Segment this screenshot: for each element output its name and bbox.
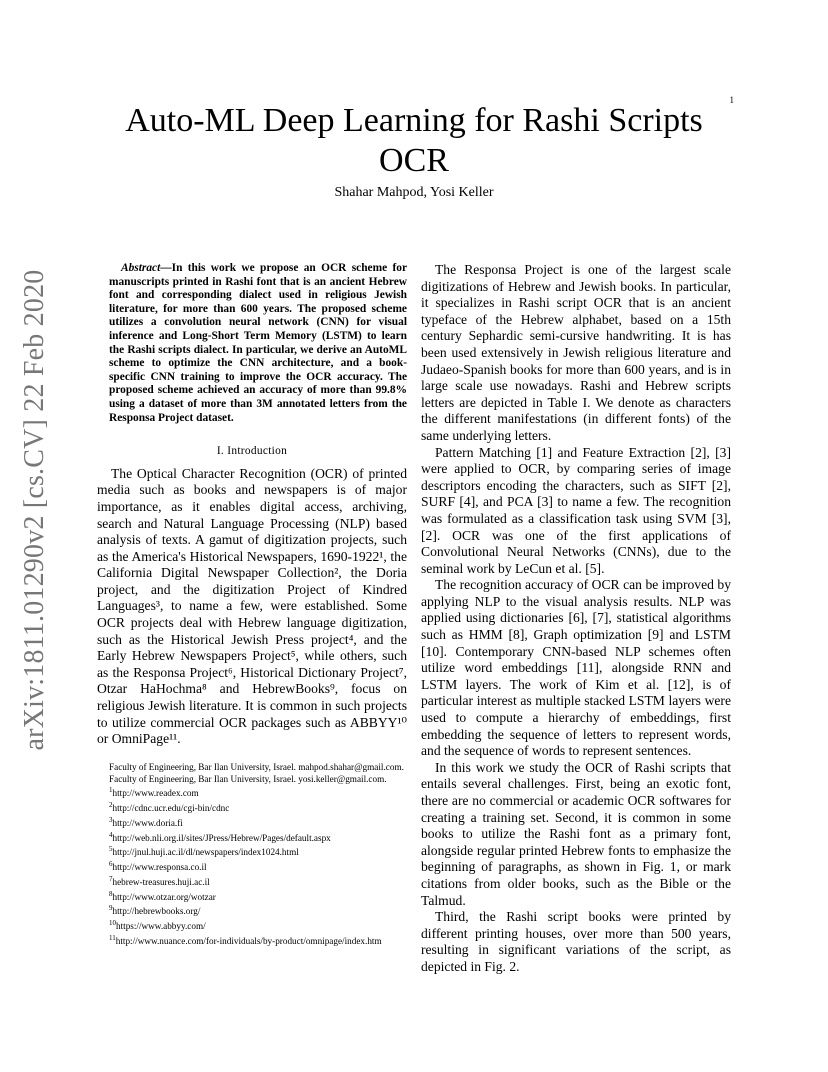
abstract-label: Abstract xyxy=(121,262,161,274)
footnote[interactable]: $^9$http://hebrewbooks.org/ xyxy=(109,904,201,917)
body-paragraph: In this work we study the OCR of Rashi scripts that entails several challenges. First, being an exotic font, there are no commercial or academic OCR softwares for creating a training set. Second, it is common in some books to utilize the Rashi font as a primary font, alongside regular printed Hebrew fonts to emphasize the beginning of paragraphs, as shown in Fig. 1, or mark citations from older books, such as the Bible or the Talmud. xyxy=(421,759,731,908)
body-paragraph: The recognition accuracy of OCR can be improved by applying NLP to the visual analysis results. NLP was applied using dictionaries [6], [7], statistical algorithms such as HMM [8], Graph optimization [9] and LSTM [10]. Contemporary CNN-based NLP schemes often utilize word embeddings [11], alongside RNN and LSTM layers. The work of Kim et al. [12], is of particular interest as multiple stacked LSTM layers were used to compute a hierarchy of embeddings, first embedding the sequence of letters to represent words, and the sequence of words to represent sentences. xyxy=(421,577,731,759)
arxiv-identifier: arXiv:1811.01290v2 [cs.CV] 22 Feb 2020 xyxy=(19,269,50,751)
title-line-1: Auto-ML Deep Learning for Rashi Scripts xyxy=(125,102,703,139)
footnote[interactable]: $^6$http://www.responsa.co.il xyxy=(109,860,207,873)
section-heading: I. Introduction xyxy=(216,445,288,458)
affiliation-1: Faculty of Engineering, Bar Ilan University, Israel. mahpod.shahar@gmail.com. xyxy=(109,761,404,772)
authors: Shahar Mahpod, Yosi Keller xyxy=(334,185,494,200)
paper-title xyxy=(100,101,728,181)
body-paragraph: The Responsa Project is one of the largest scale digitizations of Hebrew and Jewish books. In particular, it specializes in Rashi script OCR that is an ancient typeface of the Hebrew alphabet, based on a 15th century Sephardic semi-cursive handwriting. It is has been used extensively in Jewish religious literature and Judaeo-Spanish books for more than 600 years, and is in large scale use nowadays. Rashi and Hebrew scripts letters are depicted in Table I. We denote as characters the different manifestations (in different fonts) of the same underlying letters. xyxy=(421,262,731,443)
footnote[interactable]: $^{10}$https://www.abbyy.com/ xyxy=(109,919,206,932)
abstract-text: —In this work we propose an OCR scheme for manuscripts printed in Rashi font that is an ancient Hebrew font and corresponding dialect used in religious Jewish literature, for more than 600 years. The proposed scheme utilizes a convolution neural network (CNN) for visual inference and Long-Short Term Memory (LSTM) to learn the Rashi scripts dialect. In particular, we derive an AutoML scheme to optimize the CNN architecture, and a book-specific CNN training to improve the OCR accuracy. The proposed scheme achieved an accuracy of more than 99.8% using a dataset of more than 3M annotated letters from the Responsa Project dataset. xyxy=(109,262,407,424)
footnotes xyxy=(97,762,407,948)
footnote[interactable]: $^8$http://www.otzar.org/wotzar xyxy=(109,889,216,902)
right-column xyxy=(421,262,731,976)
footnote[interactable]: $^{11}$http://www.nuance.com/for-individuals/by-product/omnipage/index.htm xyxy=(109,933,382,946)
affiliation-2: Faculty of Engineering, Bar Ilan University, Israel. yosi.keller@gmail.com. xyxy=(109,773,387,784)
left-column xyxy=(97,262,407,948)
footnote[interactable]: $^4$http://web.nli.org.il/sites/JPress/Hebrew/Pages/default.aspx xyxy=(109,830,331,843)
page-number: 1 xyxy=(729,95,734,105)
footnote[interactable]: $^7$hebrew-treasures.huji.ac.il xyxy=(109,874,210,887)
body-paragraph: Pattern Matching [1] and Feature Extraction [2], [3] were applied to OCR, by comparing series of image descriptors encoding the characters, such as SIFT [2], SURF [4], and PCA [3] to name a few. The recognition was formulated as a classification task using SVM [3], [2]. OCR was one of the first applications of Convolutional Neural Networks (CNNs), due to the seminal work by LeCun et al. [5]. xyxy=(421,444,731,576)
title-line-2: OCR xyxy=(379,142,449,179)
footnote[interactable]: $^2$http://cdnc.ucr.edu/cgi-bin/cdnc xyxy=(109,800,230,814)
footnote[interactable]: $^5$http://jnul.huji.ac.il/dl/newspapers/index1024.html xyxy=(109,845,299,858)
footnote[interactable]: $^1$http://www.readex.com xyxy=(109,786,199,799)
body-paragraph: Third, the Rashi script books were printed by different printing houses, over more than 500 years, resulting in significant variations of the script, as depicted in Fig. 2. xyxy=(421,909,731,974)
abstract xyxy=(109,262,407,425)
intro-paragraph: The Optical Character Recognition (OCR) of printed media such as books and newspapers is of major importance, as it enables digital access, archiving, search and Natural Language Processing (NLP) based analysis of texts. A gamut of digitization projects, such as the America's Historical Newspapers, 1690-1922¹, the California Digital Newspaper Collection², the Doria project, and the digitization Project of Kindred Languages³, to name a few, were established. Some OCR projects deal with Hebrew language digitization, such as the Historical Jewish Press project⁴, and the Early Hebrew Newspapers Project⁵, while others, such as the Responsa Project⁶, Historical Dictionary Project⁷, Otzar HaHochma⁸ and HebrewBooks⁹, focus on religious Jewish literature. It is common in such projects to utilize commercial OCR packages such as ABBYY¹⁰ or OmniPage¹¹. xyxy=(97,465,407,747)
footnote[interactable]: $^3$http://www.doria.fi xyxy=(109,815,183,828)
